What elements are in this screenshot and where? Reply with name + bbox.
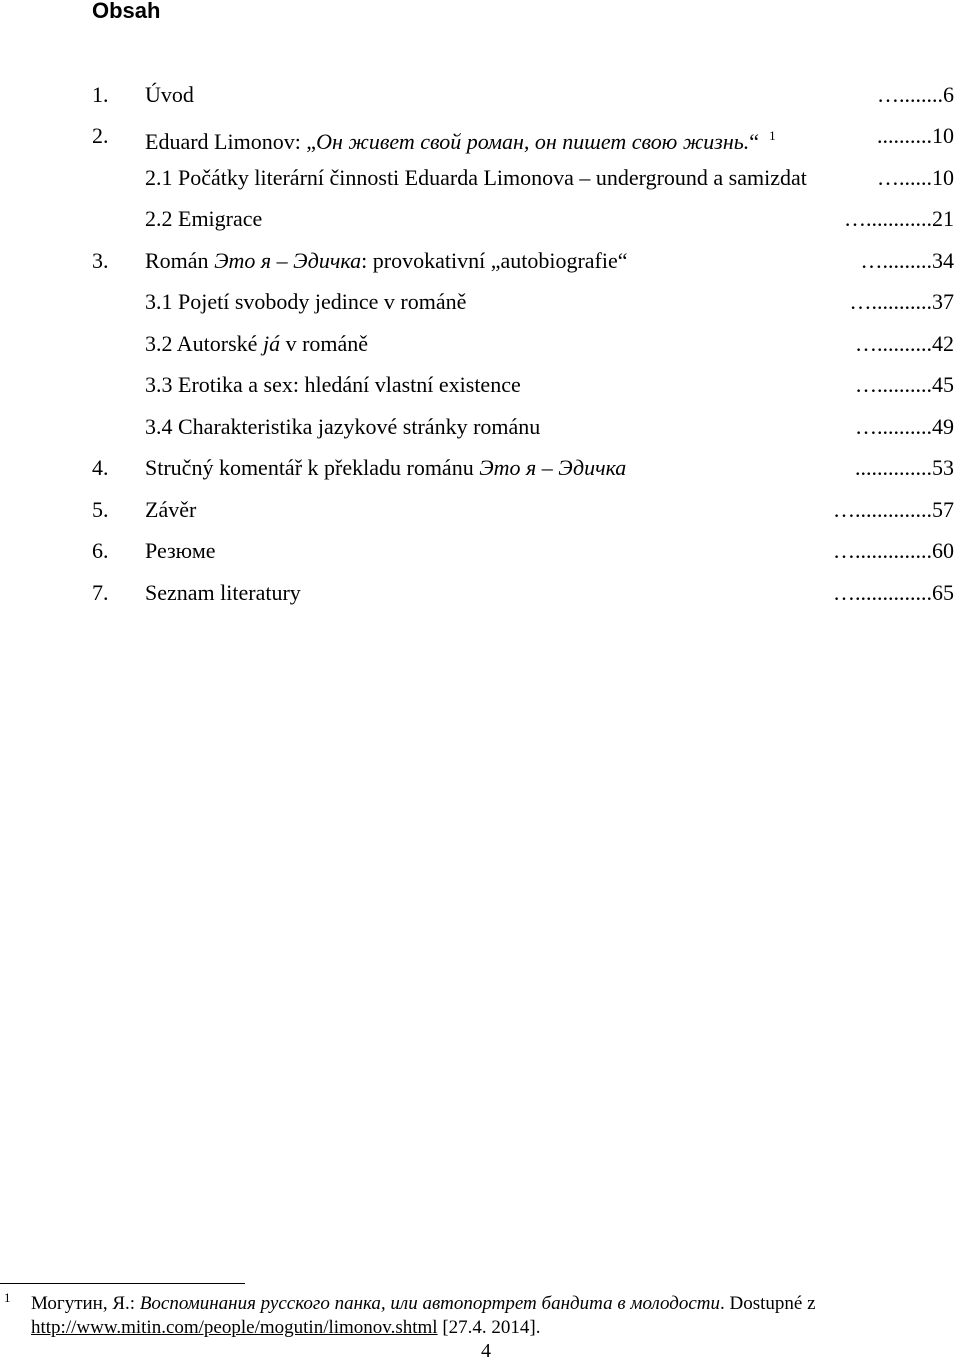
toc-title: 3.2 Autorské já v románě [145, 331, 369, 356]
toc-number: 4. [92, 455, 109, 480]
footnote-separator [0, 1283, 245, 1284]
toc-page-ref: …...........37 [849, 289, 954, 314]
toc-title: 2.1 Počátky literární činnosti Eduarda Limonova – underground a samizdat [145, 165, 807, 190]
toc-page-ref: …..............60 [833, 538, 954, 563]
toc-entry-svoboda[interactable] [0, 287, 960, 317]
toc-number: 2. [92, 123, 109, 148]
toc-page-ref: ..........10 [877, 123, 954, 148]
toc-page-ref: ….........34 [860, 248, 954, 273]
toc-page-ref: …..........49 [855, 414, 954, 439]
page-title: Obsah [92, 0, 161, 23]
toc-page-ref: …..............65 [833, 580, 954, 605]
toc-title: 3.3 Erotika a sex: hledání vlastní existence [145, 372, 521, 397]
toc-title: Резюме [145, 538, 216, 563]
toc-entry-literatura[interactable] [0, 578, 960, 608]
toc-page-ref: …........6 [877, 82, 954, 107]
toc-entry-zaver[interactable] [0, 495, 960, 525]
toc-entry-pocatky[interactable] [0, 163, 960, 193]
footnote-mark: 1 [4, 1290, 11, 1305]
toc-page-ref: …......10 [877, 165, 954, 190]
footnote-link[interactable]: http://www.mitin.com/people/mogutin/limonov.shtml [31, 1317, 438, 1338]
toc-entry-jazyk[interactable] [0, 412, 960, 442]
toc-entry-roman[interactable] [0, 246, 960, 276]
toc-title: Seznam literatury [145, 580, 301, 605]
toc-page-ref: ..............53 [855, 455, 954, 480]
toc-number: 7. [92, 580, 109, 605]
toc-title: 3.4 Charakteristika jazykové stránky románu [145, 414, 541, 439]
footnote-reference[interactable]: 1 [769, 128, 776, 143]
toc-entry-limonov[interactable] [0, 121, 960, 154]
toc-title: Stručný komentář k překladu románu Это я – Эдичка [145, 455, 627, 480]
page-number: 4 [481, 1340, 491, 1362]
toc-entry-rezyume[interactable] [0, 536, 960, 566]
toc-title: Eduard Limonov: „Он живет свой роман, он пишет свою жизнь.“ $^1$ [145, 128, 776, 154]
toc-number: 3. [92, 248, 109, 273]
toc-title: Úvod [145, 82, 194, 107]
toc-page-ref: …..............57 [833, 497, 954, 522]
toc-page-ref: …..........42 [855, 331, 954, 356]
toc-number: 6. [92, 538, 109, 563]
toc-title: Závěr [145, 497, 197, 522]
toc-number: 1. [92, 82, 109, 107]
toc-entry-emigrace[interactable] [0, 204, 960, 234]
footnote-text: Могутин, Я.: Воспоминания русского панка, или автопортрет бандита в молодости. Dostupné z http://www.mitin.com/people/mogutin/limonov.shtml [27.4. 2014]. [31, 1293, 816, 1338]
toc-entry-komentar[interactable] [0, 453, 960, 483]
toc-entry-erotika[interactable] [0, 370, 960, 400]
toc-title: 2.2 Emigrace [145, 206, 263, 231]
toc-title: 3.1 Pojetí svobody jedince v románě [145, 289, 467, 314]
toc-entry-uvod[interactable] [0, 80, 960, 110]
toc-entry-autorske[interactable] [0, 329, 960, 359]
toc-page-ref: …..........45 [855, 372, 954, 397]
toc-number: 5. [92, 497, 109, 522]
toc-page-ref: …............21 [844, 206, 954, 231]
toc-title: Román Это я – Эдичка: provokativní „autobiografie“ [145, 248, 628, 273]
